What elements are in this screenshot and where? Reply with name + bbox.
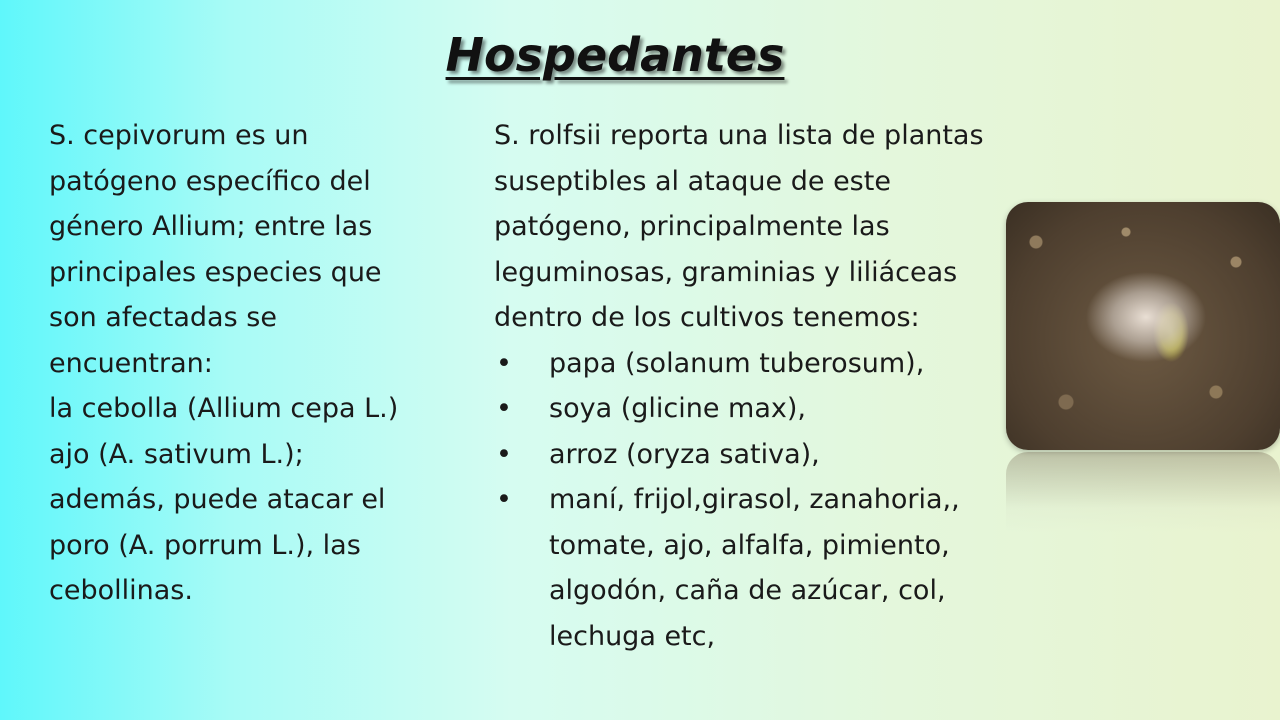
host-list-item-text: tomate, ajo, alfalfa, pimiento, (549, 529, 950, 561)
right-column-text (494, 113, 1194, 659)
right-intro-line: suseptibles al ataque de este (494, 165, 891, 197)
host-list-item-text: lechuga etc, (549, 620, 716, 652)
left-line: son afectadas se (49, 302, 277, 333)
left-line: encuentran: (49, 347, 213, 379)
bullet-icon: • (496, 393, 512, 424)
left-line: además, puede atacar el (49, 484, 386, 515)
right-intro-line: dentro de los cultivos tenemos: (494, 302, 920, 333)
left-line: principales especies que (49, 256, 382, 288)
left-line: patógeno específico del (49, 165, 371, 197)
left-line: S. cepivorum es un (49, 120, 309, 151)
bullet-icon: • (496, 484, 512, 515)
bullet-icon: • (496, 347, 512, 379)
host-list-item (494, 477, 1194, 659)
host-list-item-text: soya (glicine max), (549, 393, 806, 424)
left-column-text (49, 113, 489, 614)
bullet-icon: • (496, 438, 512, 470)
host-list-item-text: maní, frijol,girasol, zanahoria,, (549, 484, 960, 515)
left-line: ajo (A. sativum L.); (49, 438, 304, 470)
right-intro-line: patógeno, principalmente las (494, 211, 890, 242)
host-list-item-text: algodón, caña de azúcar, col, (549, 575, 946, 606)
left-line: cebollinas. (49, 575, 193, 606)
right-intro-line: S. rolfsii reporta una lista de plantas (494, 120, 984, 151)
host-list-item (494, 341, 1194, 387)
left-line: género Allium; entre las (49, 211, 373, 242)
left-line: poro (A. porrum L.), las (49, 529, 361, 561)
host-list-item (494, 432, 1194, 478)
host-list-item-text: arroz (oryza sativa), (549, 438, 820, 470)
slide-title: Hospedantes (445, 28, 785, 82)
host-list-item-text: papa (solanum tuberosum), (549, 347, 925, 379)
host-list-item (494, 386, 1194, 432)
left-line: la cebolla (Allium cepa L.) (49, 393, 399, 424)
right-intro-line: leguminosas, graminias y liliáceas (494, 256, 958, 288)
